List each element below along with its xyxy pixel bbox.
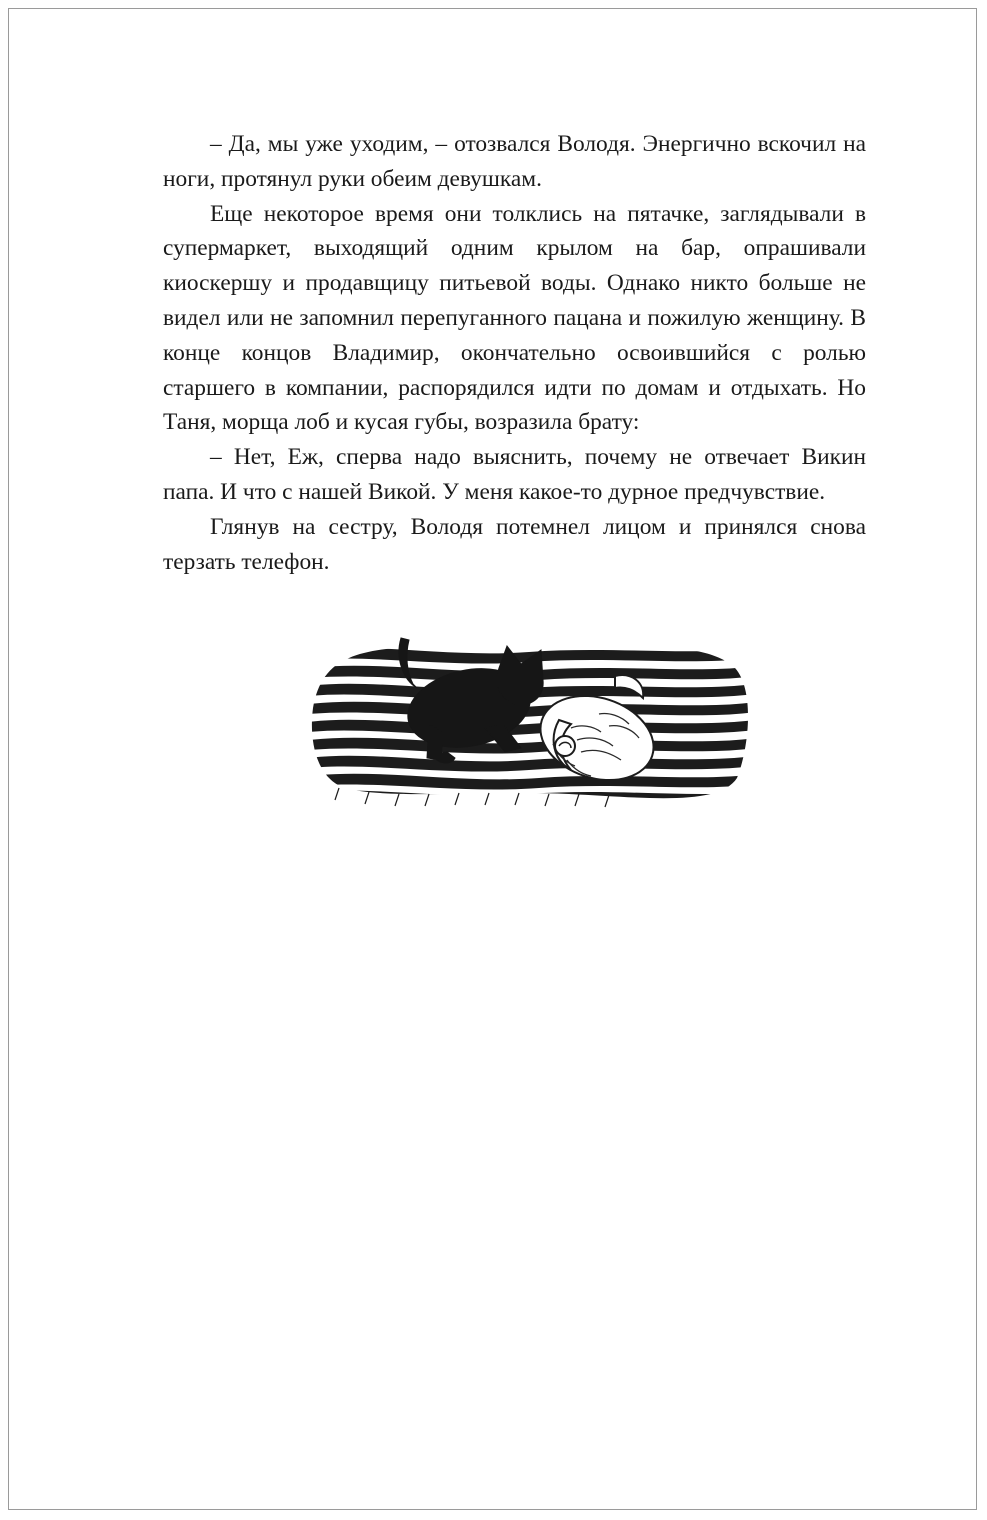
paragraph-2: Еще некоторое время они толклись на пятачке, заглядывали в супермаркет, выходящий одним крылом на бар, опрашивали киоскершу и продавщицу питьевой воды. Однако никто больше не видел или не запомнил перепуганного пацана и пожилую женщину. В конце концов Владимир, окончательно освоившийся с ролью старшего в компании, распорядился идти по домам и отдыхать. Но Таня, морща лоб и кусая губы, возразила брату: <box>163 200 866 436</box>
kittens-illustration-icon <box>309 628 755 814</box>
paragraph-3: – Нет, Еж, сперва надо выяснить, почему не отвечает Викин папа. И что с нашей Викой. У меня какое-то дурное предчувствие. <box>163 444 866 505</box>
paragraph-1: – Да, мы уже уходим, – отозвался Володя. Энергично вскочил на ноги, протянул руки обеим девушкам. <box>163 131 866 192</box>
body-text <box>163 127 866 579</box>
paragraph-4: Глянув на сестру, Володя потемнел лицом и принялся снова терзать телефон. <box>163 513 866 575</box>
